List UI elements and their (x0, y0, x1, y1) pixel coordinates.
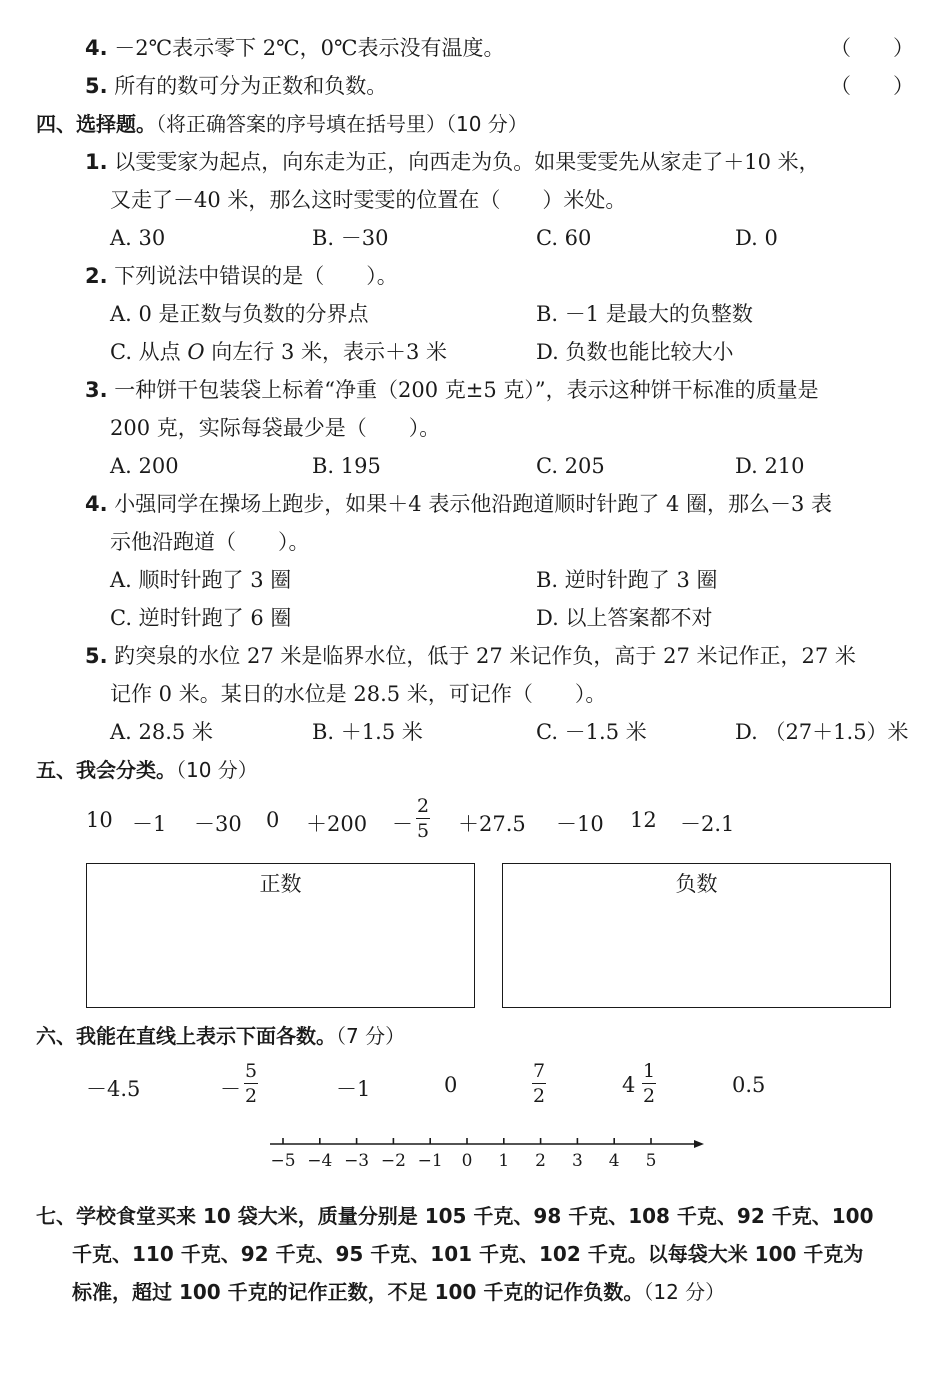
section-7-heading: 七、学校食堂买来 10 袋大米，质量分别是 105 千克、98 千克、108 千克、92 千克、100 (36, 1204, 874, 1228)
answer-blank[interactable]: （ ） (830, 74, 914, 98)
item-number: 5. (85, 74, 108, 98)
number-item: 12 (630, 808, 657, 832)
question-3-line2: 200 克，实际每袋最少是（ ）。 (110, 416, 441, 440)
option-text: C. 从点 (110, 340, 181, 364)
option-c[interactable]: C. 205 (536, 454, 605, 478)
item-text: －2℃表示零下 2℃，0℃表示没有温度。 (114, 36, 505, 60)
judge-item-5 (85, 72, 387, 100)
section-title: 六、我能在直线上表示下面各数。 (36, 1024, 336, 1048)
option-a[interactable]: A. 0 是正数与负数的分界点 (110, 302, 369, 326)
section-note: （7 分） (336, 1024, 406, 1048)
section-6-heading (36, 1022, 405, 1050)
question-text: 以雯雯家为起点，向东走为正，向西走为负。如果雯雯先从家走了＋10 米， (114, 150, 820, 174)
fraction-sign: － (220, 1077, 241, 1101)
number-item: ＋27.5 (458, 812, 526, 836)
fraction-sign: － (392, 812, 413, 836)
question-number: 3. (85, 378, 108, 402)
fraction (640, 1062, 658, 1106)
item-text: 所有的数可分为正数和负数。 (114, 74, 388, 98)
box-label: 负数 (675, 872, 718, 896)
option-a[interactable]: A. 顺时针跑了 3 圈 (110, 568, 292, 592)
section-4-heading (36, 110, 528, 138)
question-4 (85, 490, 832, 518)
question-text: 一种饼干包装袋上标着“净重（200 克±5 克）”，表示这种饼干标准的质量是 (114, 378, 819, 402)
section-7-line2: 千克、110 千克、92 千克、95 千克、101 千克、102 千克。以每袋大米 100 千克为 (72, 1242, 864, 1266)
axis-tick-label: −2 (380, 1151, 406, 1171)
number-item: ＋200 (306, 812, 368, 836)
positive-numbers-box[interactable] (86, 863, 475, 1008)
axis-tick-label: 5 (645, 1151, 657, 1171)
question-3 (85, 376, 819, 404)
fraction-numerator: 5 (245, 1060, 258, 1082)
question-5 (85, 642, 856, 670)
question-4-line2: 示他沿跑道（ ）。 (110, 530, 310, 554)
axis-tick-label: 2 (535, 1151, 547, 1171)
option-b[interactable]: B. 195 (312, 454, 381, 478)
axis-tick-label: −1 (417, 1151, 443, 1171)
number-line[interactable] (260, 1128, 710, 1178)
axis-tick-label: 1 (498, 1151, 510, 1171)
question-number: 5. (85, 644, 108, 668)
fraction (530, 1062, 548, 1106)
option-a[interactable]: A. 28.5 米 (110, 720, 213, 744)
axis-tick-label: 4 (608, 1151, 620, 1171)
axis-tick-label: 0 (461, 1151, 473, 1171)
number-item: 0 (266, 808, 280, 832)
number-item: －10 (556, 812, 604, 836)
option-b[interactable]: B. ＋1.5 米 (312, 720, 423, 744)
option-b[interactable]: B. 逆时针跑了 3 圈 (536, 568, 718, 592)
question-2 (85, 262, 398, 290)
fraction-denominator: 2 (533, 1085, 546, 1107)
number-item: 0 (444, 1073, 458, 1097)
fraction-numerator: 1 (643, 1060, 656, 1082)
number-item: 0.5 (732, 1073, 766, 1097)
fraction-denominator: 5 (417, 820, 430, 842)
axis-arrow (694, 1140, 704, 1148)
option-a[interactable]: A. 30 (110, 226, 166, 250)
fraction-numerator: 2 (417, 795, 430, 817)
option-c[interactable]: C. 逆时针跑了 6 圈 (110, 606, 292, 630)
axis-tick-label: −5 (270, 1151, 296, 1171)
section-7-line3 (72, 1278, 725, 1306)
option-d[interactable]: D. 210 (735, 454, 805, 478)
section-text: 标准，超过 100 千克的记作正数，不足 100 千克的记作负数。 (72, 1280, 644, 1304)
fraction-denominator: 2 (245, 1085, 258, 1107)
number-item: 10 (86, 808, 113, 832)
section-5-heading (36, 756, 258, 784)
question-text: 趵突泉的水位 27 米是临界水位，低于 27 米记作负，高于 27 米记作正，27 米 (114, 644, 856, 668)
option-b[interactable]: B. －30 (312, 226, 389, 250)
axis-tick-label: −3 (344, 1151, 370, 1171)
section-note: （12 分） (643, 1280, 726, 1304)
number-item: －30 (194, 812, 242, 836)
option-text: 向左行 3 米，表示＋3 米 (211, 340, 448, 364)
option-d[interactable]: D. 以上答案都不对 (536, 606, 713, 630)
question-text: 小强同学在操场上跑步，如果＋4 表示他沿跑道顺时针跑了 4 圈，那么－3 表 (114, 492, 833, 516)
question-1 (85, 148, 820, 176)
negative-numbers-box[interactable] (502, 863, 891, 1008)
option-c[interactable] (110, 338, 447, 366)
fraction-numerator: 7 (533, 1060, 546, 1082)
number-item: －1 (336, 1077, 371, 1101)
fraction (242, 1062, 260, 1106)
option-d[interactable]: D. （27＋1.5）米 (735, 720, 909, 744)
question-number: 4. (85, 492, 108, 516)
mixed-number-whole: 4 (622, 1073, 636, 1097)
question-number: 2. (85, 264, 108, 288)
section-title: 五、我会分类。 (36, 758, 176, 782)
number-item: －4.5 (86, 1077, 141, 1101)
section-note: （将正确答案的序号填在括号里）（10 分） (156, 112, 528, 136)
option-a[interactable]: A. 200 (110, 454, 179, 478)
option-c[interactable]: C. 60 (536, 226, 592, 250)
axis-tick-label: −4 (307, 1151, 333, 1171)
question-5-line2: 记作 0 米。某日的水位是 28.5 米，可记作（ ）。 (110, 682, 607, 706)
box-label: 正数 (259, 872, 302, 896)
question-text: 下列说法中错误的是（ ）。 (114, 264, 398, 288)
point-label: O (187, 340, 205, 364)
answer-blank[interactable]: （ ） (830, 36, 914, 60)
number-item: －2.1 (680, 812, 735, 836)
option-c[interactable]: C. －1.5 米 (536, 720, 647, 744)
option-b[interactable]: B. －1 是最大的负整数 (536, 302, 753, 326)
axis-tick-label: 3 (571, 1151, 583, 1171)
fraction-denominator: 2 (643, 1085, 656, 1107)
question-1-line2: 又走了－40 米，那么这时雯雯的位置在（ ）米处。 (110, 188, 627, 212)
item-number: 4. (85, 36, 108, 60)
question-number: 1. (85, 150, 108, 174)
fraction (414, 797, 432, 841)
section-note: （10 分） (176, 758, 258, 782)
number-item: －1 (132, 812, 167, 836)
axis-ticks (270, 1138, 656, 1171)
section-title: 四、选择题。 (36, 112, 156, 136)
judge-item-4 (85, 34, 505, 62)
option-d[interactable]: D. 0 (735, 226, 778, 250)
option-d[interactable]: D. 负数也能比较大小 (536, 340, 734, 364)
